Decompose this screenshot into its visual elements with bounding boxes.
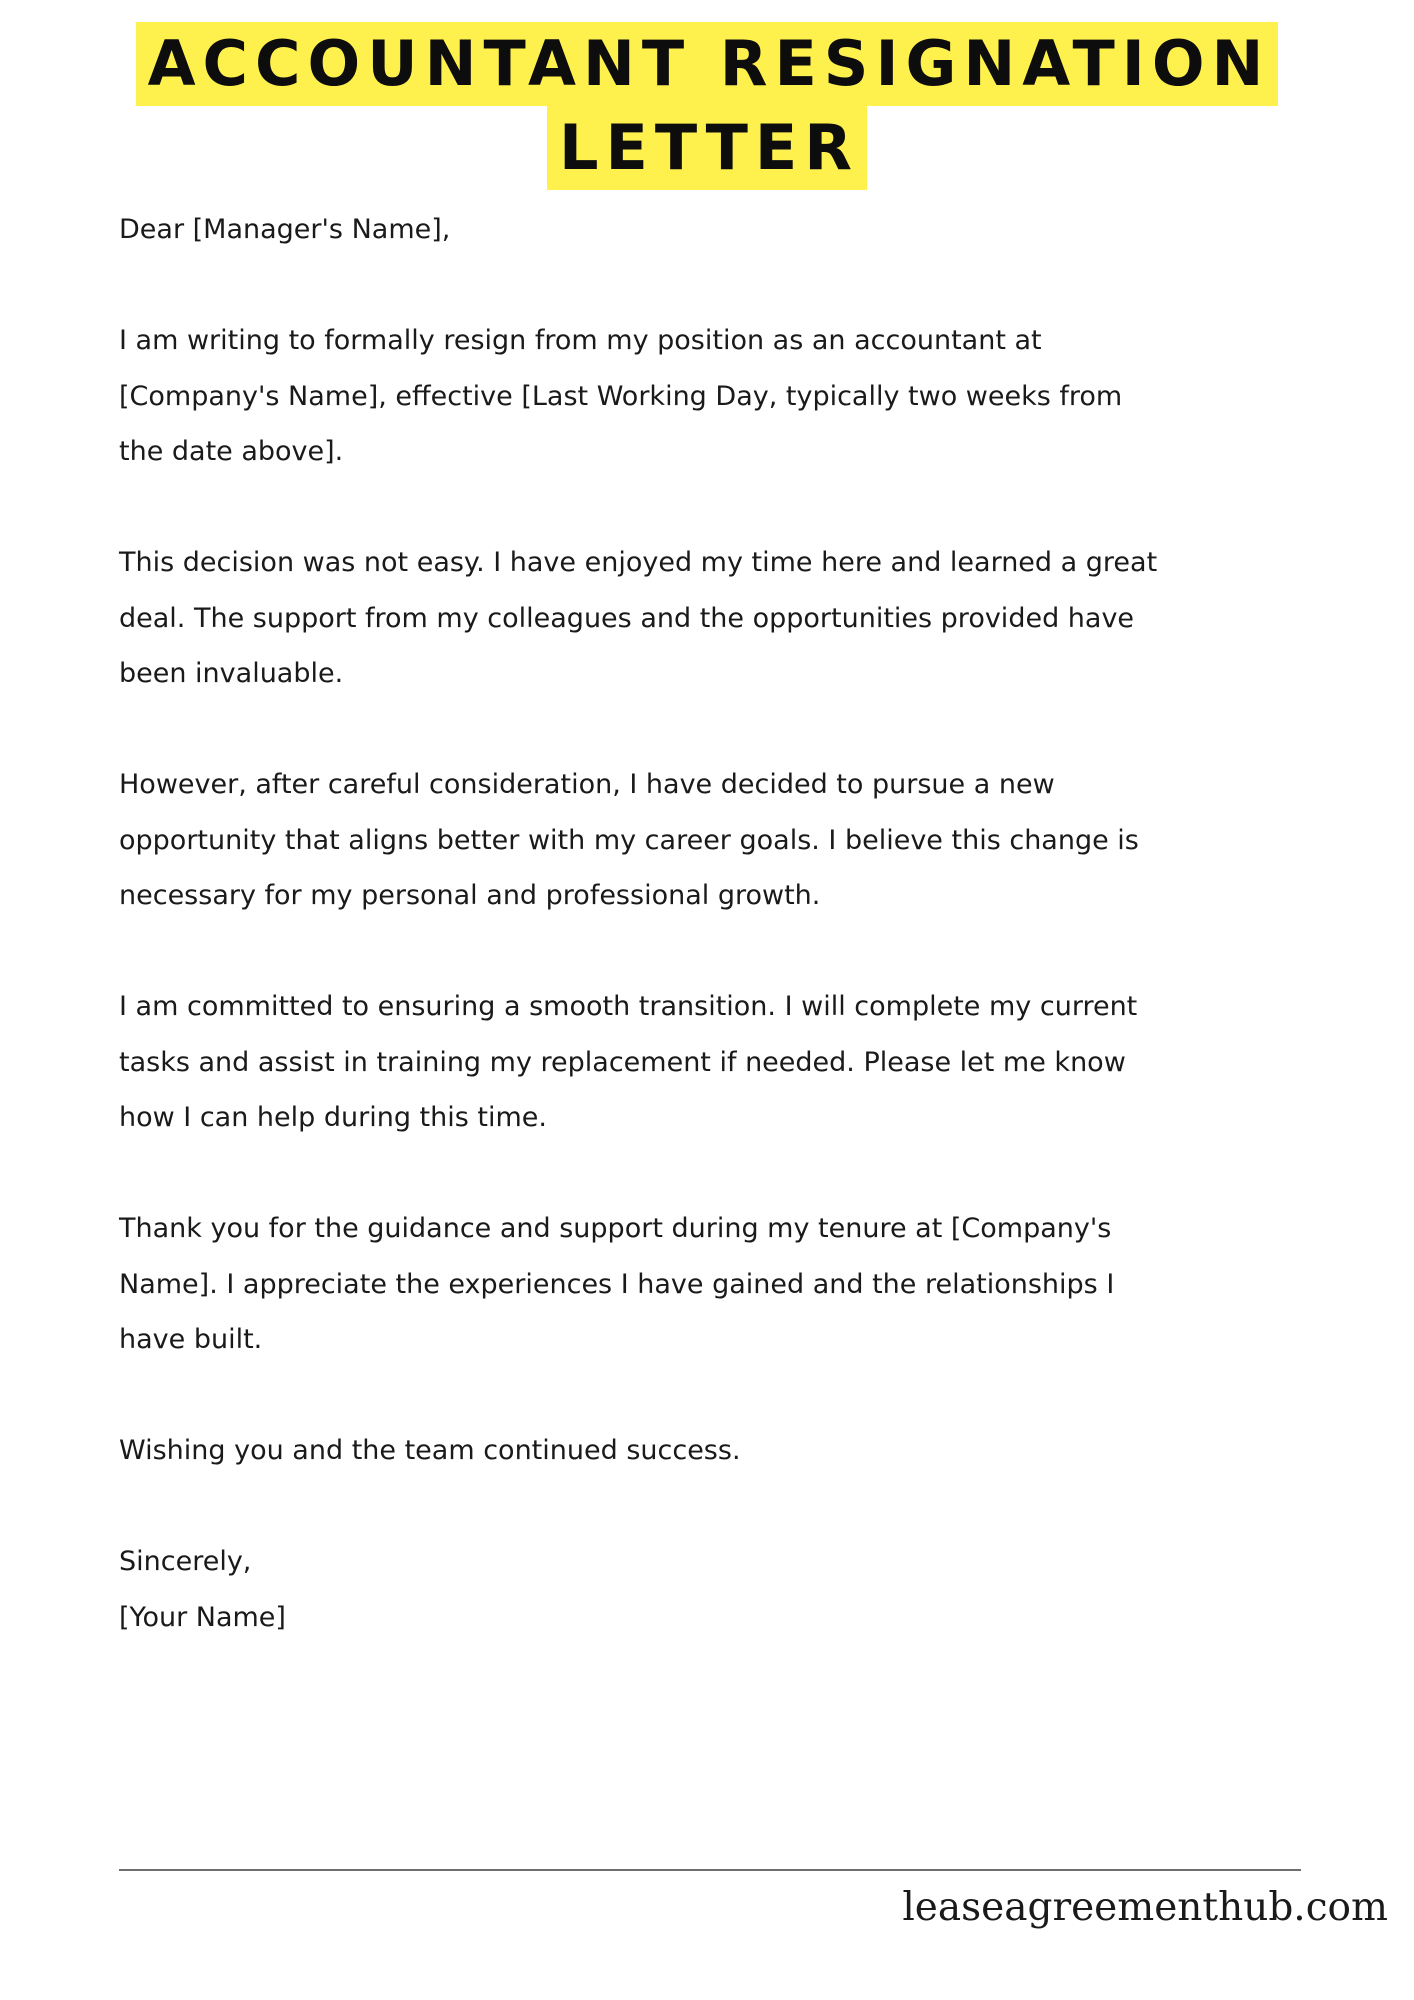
paragraph-6: Wishing you and the team continued success. (119, 1435, 741, 1466)
title-line-2: LETTER (547, 106, 867, 190)
document-title (0, 22, 1414, 190)
paragraph-2: This decision was not easy. I have enjoyed my time here and learned a great deal. The support from my colleagues and the opportunities provided have been invaluable. (119, 547, 1158, 689)
paragraph-4: I am committed to ensuring a smooth transition. I will complete my current tasks and assist in training my replacement if needed. Please let me know how I can help during this time. (119, 991, 1138, 1133)
letter-body (119, 202, 1319, 1645)
paragraph-1: I am writing to formally resign from my position as an accountant at [Company's Name], effective [Last Working Day, typically two weeks from the date above]. (119, 325, 1123, 467)
title-line-1: ACCOUNTANT RESIGNATION (136, 22, 1279, 106)
paragraph-5: Thank you for the guidance and support during my tenure at [Company's Name]. I appreciate the experiences I have gained and the relationships I have built. (119, 1213, 1115, 1355)
footer-website: leaseagreementhub.com (902, 1885, 1388, 1930)
paragraph-3: However, after careful consideration, I have decided to pursue a new opportunity that aligns better with my career goals. I believe this change is necessary for my personal and professional growth. (119, 769, 1139, 911)
salutation: Dear [Manager's Name], (119, 214, 451, 245)
closing: Sincerely, (119, 1546, 252, 1577)
signature: [Your Name] (119, 1601, 286, 1633)
footer-divider (119, 1869, 1301, 1871)
